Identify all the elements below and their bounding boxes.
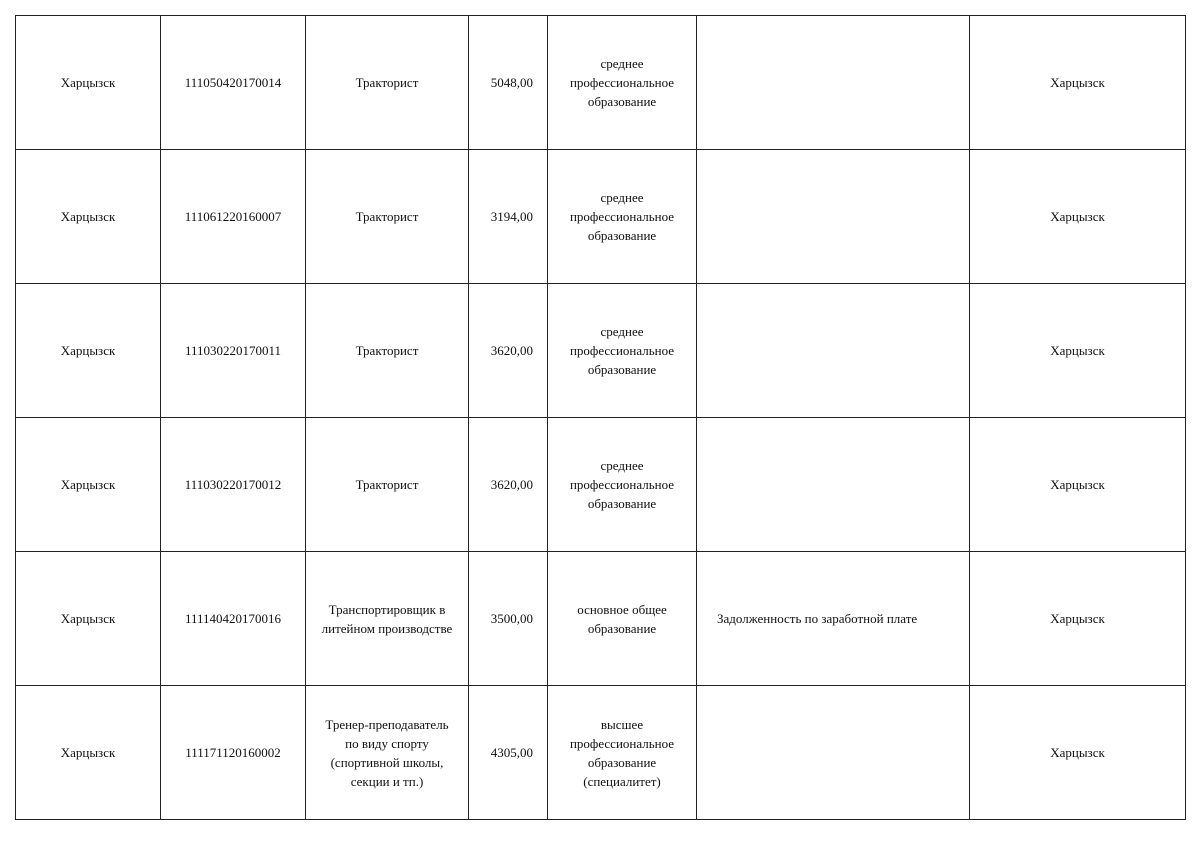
education-cell xyxy=(548,418,697,552)
education-text: среднее профессиональное образование xyxy=(569,458,675,511)
city-cell xyxy=(16,16,161,150)
table-row xyxy=(16,150,1186,284)
salary-text: 5048,00 xyxy=(490,75,533,90)
city-text: Харцызск xyxy=(60,611,116,626)
vacancy-code-text: 111030220170011 xyxy=(184,343,282,358)
vacancy-table xyxy=(15,15,1186,820)
table-row xyxy=(16,16,1186,150)
education-cell xyxy=(548,552,697,686)
city-text: Харцызск xyxy=(60,745,116,760)
location-cell xyxy=(970,686,1186,820)
code-cell xyxy=(161,552,306,686)
code-cell xyxy=(161,150,306,284)
profession-cell xyxy=(306,418,469,552)
table-row xyxy=(16,284,1186,418)
education-text: среднее профессиональное образование xyxy=(569,56,675,109)
vacancy-code-text: 111030220170012 xyxy=(184,477,282,492)
location-cell xyxy=(970,418,1186,552)
education-text: высшее профессиональное образование (специалитет) xyxy=(569,716,675,789)
code-cell xyxy=(161,418,306,552)
education-cell xyxy=(548,150,697,284)
location-text: Харцызск xyxy=(1050,343,1105,358)
city-text: Харцызск xyxy=(60,343,116,358)
vacancy-table-body xyxy=(16,16,1186,820)
location-cell xyxy=(970,150,1186,284)
city-cell xyxy=(16,552,161,686)
city-cell xyxy=(16,150,161,284)
salary-cell xyxy=(469,686,548,820)
note-cell xyxy=(697,16,970,150)
salary-cell xyxy=(469,418,548,552)
location-text: Харцызск xyxy=(1050,611,1105,626)
profession-cell xyxy=(306,284,469,418)
profession-cell xyxy=(306,150,469,284)
city-cell xyxy=(16,284,161,418)
location-text: Харцызск xyxy=(1050,209,1105,224)
city-text: Харцызск xyxy=(60,209,116,224)
code-cell xyxy=(161,16,306,150)
city-cell xyxy=(16,686,161,820)
education-cell xyxy=(548,16,697,150)
profession-text: Тракторист xyxy=(355,477,419,492)
location-text: Харцызск xyxy=(1050,477,1105,492)
education-cell xyxy=(548,686,697,820)
city-text: Харцызск xyxy=(60,75,116,90)
table-row xyxy=(16,418,1186,552)
code-cell xyxy=(161,686,306,820)
code-cell xyxy=(161,284,306,418)
vacancy-code-text: 111061220160007 xyxy=(184,209,282,224)
location-text: Харцызск xyxy=(1050,75,1105,90)
education-text: среднее профессиональное образование xyxy=(569,324,675,377)
profession-text: Тракторист xyxy=(355,75,419,90)
location-cell xyxy=(970,16,1186,150)
profession-text: Тракторист xyxy=(355,343,419,358)
salary-text: 3500,00 xyxy=(490,611,533,626)
profession-cell xyxy=(306,16,469,150)
note-cell xyxy=(697,552,970,686)
profession-text: Тренер-преподаватель по виду спорту (спортивной школы, секции и тп.) xyxy=(325,716,449,789)
city-text: Харцызск xyxy=(60,477,116,492)
salary-text: 3194,00 xyxy=(490,209,533,224)
education-text: среднее профессиональное образование xyxy=(569,190,675,243)
table-row xyxy=(16,552,1186,686)
note-cell xyxy=(697,418,970,552)
salary-cell xyxy=(469,284,548,418)
salary-cell xyxy=(469,16,548,150)
education-text: основное общее образование xyxy=(577,601,667,636)
location-text: Харцызск xyxy=(1050,745,1105,760)
table-row xyxy=(16,686,1186,820)
profession-text: Транспортировщик в литейном производстве xyxy=(321,601,453,636)
education-cell xyxy=(548,284,697,418)
salary-cell xyxy=(469,552,548,686)
note-cell xyxy=(697,686,970,820)
salary-text: 3620,00 xyxy=(490,343,533,358)
note-cell xyxy=(697,150,970,284)
profession-cell xyxy=(306,686,469,820)
vacancy-code-text: 111050420170014 xyxy=(184,75,282,90)
note-cell xyxy=(697,284,970,418)
city-cell xyxy=(16,418,161,552)
salary-text: 4305,00 xyxy=(490,745,533,760)
location-cell xyxy=(970,552,1186,686)
salary-cell xyxy=(469,150,548,284)
salary-text: 3620,00 xyxy=(490,477,533,492)
vacancy-code-text: 111171120160002 xyxy=(185,745,281,760)
profession-cell xyxy=(306,552,469,686)
vacancy-code-text: 111140420170016 xyxy=(184,611,282,626)
location-cell xyxy=(970,284,1186,418)
profession-text: Тракторист xyxy=(355,209,419,224)
note-text: Задолженность по заработной плате xyxy=(717,611,918,626)
